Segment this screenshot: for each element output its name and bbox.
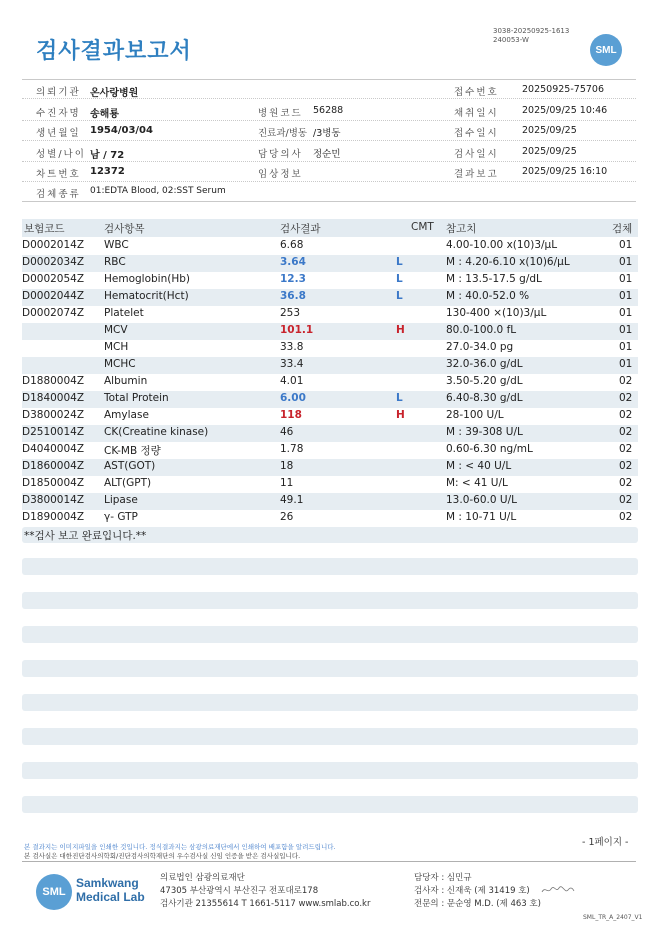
specimen-value: 01:EDTA Blood, 02:SST Serum: [90, 186, 226, 196]
table-row: [22, 459, 638, 476]
image-print-notice: 본 결과지는 이미지파일을 인쇄한 것입니다. 정식결과지는 삼광의료재단에서 인쇄하여 배포함을 알려드립니다.: [24, 843, 336, 851]
samkwang-logo-icon: SML: [36, 874, 72, 910]
cell-code: D0002074Z: [22, 307, 85, 319]
cell-ref: 130-400 ×(10)3/μL: [446, 307, 547, 319]
chart-no-value: 12372: [90, 166, 125, 177]
cell-code: D1860004Z: [22, 460, 85, 472]
cell-specimen: 02: [619, 426, 633, 438]
cell-specimen: 01: [619, 239, 633, 251]
cell-result: 49.1: [280, 494, 304, 506]
cell-result: 1.78: [280, 443, 304, 455]
cell-code: D0002054Z: [22, 273, 85, 285]
cell-specimen: 01: [619, 358, 633, 370]
table-row: [22, 357, 638, 374]
cell-item: Hemoglobin(Hb): [104, 273, 191, 285]
hospital-label: 의뢰기관: [36, 87, 81, 98]
cell-ref: 6.40-8.30 g/dL: [446, 392, 523, 404]
cell-item: CK-MB 정량: [104, 445, 161, 457]
organization-info: [160, 872, 370, 911]
cell-specimen: 01: [619, 307, 633, 319]
table-row: [22, 442, 638, 459]
col-item-header: 검사항목: [104, 223, 145, 235]
receipt-date-label: 접수일시: [454, 128, 499, 139]
col-specimen-header: 검체: [612, 223, 633, 235]
table-row: [22, 306, 638, 323]
test-date-value: 2025/09/25: [522, 146, 577, 157]
cell-flag: L: [396, 392, 403, 404]
certification-notice: 본 검사실은 대한진단검사의학회/진단검사의학재단의 우수검사실 신임 인증을 받은 검사실입니다.: [24, 852, 301, 860]
info-row-dob: [22, 121, 636, 141]
cell-specimen: 02: [619, 409, 633, 421]
samkwang-logo-text: [76, 876, 145, 904]
cell-code: D0002014Z: [22, 239, 85, 251]
cell-ref: 80.0-100.0 fL: [446, 324, 517, 336]
cell-result: 18: [280, 460, 294, 472]
cell-ref: M : 13.5-17.5 g/dL: [446, 273, 542, 285]
table-row: [22, 272, 638, 289]
cell-specimen: 02: [619, 460, 633, 472]
cell-item: Albumin: [104, 375, 148, 387]
empty-row-band: [22, 660, 638, 677]
cell-ref: 27.0-34.0 pg: [446, 341, 514, 353]
cell-result: 46: [280, 426, 294, 438]
cell-result: 6.00: [280, 392, 306, 404]
document-number-line1: 3038-20250925-1613: [493, 27, 570, 35]
cell-flag: H: [396, 409, 405, 421]
cell-ref: M : 40.0-52.0 %: [446, 290, 530, 302]
cell-specimen: 02: [619, 494, 633, 506]
patient-name-value: 송해룡: [90, 109, 119, 120]
empty-row-band: [22, 558, 638, 575]
cell-specimen: 01: [619, 324, 633, 336]
cell-result: 101.1: [280, 324, 314, 336]
cell-ref: M: < 41 U/L: [446, 477, 508, 489]
cell-result: 26: [280, 511, 294, 523]
chart-no-label: 차트번호: [36, 169, 81, 180]
table-row: [22, 425, 638, 442]
empty-row-band: [22, 762, 638, 779]
cell-specimen: 02: [619, 443, 633, 455]
cell-item: CK(Creatine kinase): [104, 426, 209, 438]
empty-row-band: [22, 592, 638, 609]
logo-name-line1: Samkwang: [76, 876, 139, 890]
cell-ref: 3.50-5.20 g/dL: [446, 375, 523, 387]
collect-label: 채취일시: [454, 108, 499, 119]
document-number-line2: 240053-W: [493, 36, 529, 44]
table-row: [22, 391, 638, 408]
cell-specimen: 01: [619, 273, 633, 285]
cell-ref: 28-100 U/L: [446, 409, 504, 421]
empty-row-band: [22, 728, 638, 745]
results-table-header: [22, 219, 638, 237]
cell-result: 118: [280, 409, 302, 421]
cell-specimen: 02: [619, 511, 633, 523]
cell-item: MCH: [104, 341, 129, 353]
dob-label: 생년월일: [36, 128, 81, 139]
signature-icon: [540, 884, 576, 896]
cell-ref: M : 4.20-6.10 x(10)6/μL: [446, 256, 570, 268]
cell-code: D1890004Z: [22, 511, 85, 523]
cell-item: WBC: [104, 239, 129, 251]
cell-code: D1880004Z: [22, 375, 85, 387]
table-row: [22, 289, 638, 306]
collect-value: 2025/09/25 10:46: [522, 105, 608, 116]
doctor-value: 정순민: [313, 149, 341, 160]
cell-flag: L: [396, 256, 403, 268]
info-row-patient: [22, 101, 636, 121]
cell-ref: 4.00-10.00 x(10)3/μL: [446, 239, 558, 251]
logo-name-line2: Medical Lab: [76, 890, 145, 904]
specimen-label: 검체종류: [36, 189, 81, 200]
cell-ref: 0.60-6.30 ng/mL: [446, 443, 533, 455]
cell-result: 4.01: [280, 375, 304, 387]
cell-flag: L: [396, 290, 403, 302]
info-row-hospital: [22, 79, 636, 99]
dept-label: 진료과/병동: [258, 128, 308, 139]
cell-code: D1850004Z: [22, 477, 85, 489]
cell-item: Lipase: [104, 494, 138, 506]
table-row: [22, 476, 638, 493]
cell-flag: L: [396, 273, 403, 285]
receipt-date-value: 2025/09/25: [522, 125, 577, 136]
cell-code: D0002034Z: [22, 256, 85, 268]
cell-code: D3800024Z: [22, 409, 85, 421]
receipt-no-value: 20250925-75706: [522, 84, 605, 95]
cell-ref: M : 10-71 U/L: [446, 511, 517, 523]
table-row: [22, 510, 638, 527]
report-complete-band: [22, 527, 638, 543]
cell-code: D1840004Z: [22, 392, 85, 404]
table-row: [22, 374, 638, 391]
sex-age-value: 남 / 72: [90, 150, 125, 161]
cell-ref: M : 39-308 U/L: [446, 426, 523, 438]
col-code-header: 보험코드: [24, 223, 65, 235]
cell-item: Hematocrit(Hct): [104, 290, 189, 302]
cell-item: AST(GOT): [104, 460, 156, 472]
cell-specimen: 02: [619, 477, 633, 489]
info-row-sex: [22, 142, 636, 162]
sex-age-label: 성별/나이: [36, 149, 86, 160]
cell-ref: 13.0-60.0 U/L: [446, 494, 517, 506]
cell-flag: H: [396, 324, 405, 336]
cell-item: MCV: [104, 324, 128, 336]
table-row: [22, 323, 638, 340]
empty-row-band: [22, 796, 638, 813]
hospital-code-value: 56288: [313, 105, 344, 116]
info-row-specimen: [22, 182, 636, 202]
dept-value: /3병동: [313, 128, 341, 139]
cell-item: Total Protein: [104, 392, 169, 404]
empty-row-band: [22, 694, 638, 711]
staff-tester: 검사자 : 신재욱 (제 31419 호): [414, 886, 530, 896]
cell-result: 6.68: [280, 239, 304, 251]
cell-item: ALT(GPT): [104, 477, 152, 489]
report-time-label: 결과보고: [454, 169, 499, 180]
page-indicator: - 1페이지 -: [582, 837, 629, 848]
table-row: [22, 238, 638, 255]
cell-result: 33.4: [280, 358, 304, 370]
table-row: [22, 493, 638, 510]
org-name: 의료법인 삼광의료재단: [160, 873, 245, 883]
cell-ref: 32.0-36.0 g/dL: [446, 358, 523, 370]
cell-code: D3800014Z: [22, 494, 85, 506]
report-title: 검사결과보고서: [36, 39, 192, 64]
cell-ref: M : < 40 U/L: [446, 460, 512, 472]
cell-result: 11: [280, 477, 294, 489]
cell-item: MCHC: [104, 358, 136, 370]
sml-logo-icon: SML: [590, 34, 622, 66]
staff-info: [414, 872, 541, 911]
table-row: [22, 340, 638, 357]
cell-result: 253: [280, 307, 301, 319]
cell-item: Amylase: [104, 409, 149, 421]
report-complete-text: **검사 보고 완료입니다.**: [24, 530, 147, 542]
cell-specimen: 02: [619, 375, 633, 387]
cell-result: 12.3: [280, 273, 306, 285]
cell-specimen: 01: [619, 290, 633, 302]
hospital-value: 온사랑병원: [90, 88, 139, 99]
staff-specialist: 전문의 : 문순영 M.D. (제 463 호): [414, 899, 541, 909]
info-row-chart: [22, 162, 636, 182]
cell-item: RBC: [104, 256, 126, 268]
table-row: [22, 408, 638, 425]
clinical-info-label: 임상정보: [258, 169, 303, 180]
cell-specimen: 02: [619, 392, 633, 404]
table-row: [22, 255, 638, 272]
col-cmt-header: CMT: [411, 221, 434, 233]
document-number: [493, 27, 569, 45]
cell-result: 33.8: [280, 341, 304, 353]
cell-code: D2510014Z: [22, 426, 85, 438]
report-time-value: 2025/09/25 16:10: [522, 166, 608, 177]
receipt-no-label: 접수번호: [454, 87, 499, 98]
cell-code: D0002044Z: [22, 290, 85, 302]
cell-code: D4040004Z: [22, 443, 85, 455]
form-code: SML_TR_A_2407_V1: [583, 914, 643, 921]
col-result-header: 검사결과: [280, 223, 321, 235]
org-address: 47305 부산광역시 부산진구 전포대로178: [160, 886, 319, 896]
doctor-label: 담당의사: [258, 149, 303, 160]
patient-name-label: 수진자명: [36, 108, 81, 119]
staff-in-charge: 담당자 : 심민규: [414, 873, 472, 883]
cell-specimen: 01: [619, 341, 633, 353]
empty-row-band: [22, 626, 638, 643]
org-contact: 검사기관 21355614 T 1661-5117 www.smlab.co.kr: [160, 899, 371, 909]
hospital-code-label: 병원코드: [258, 108, 303, 119]
test-date-label: 검사일시: [454, 149, 499, 160]
cell-result: 3.64: [280, 256, 306, 268]
cell-result: 36.8: [280, 290, 306, 302]
col-ref-header: 참고치: [446, 223, 477, 235]
cell-item: Platelet: [104, 307, 144, 319]
cell-item: γ- GTP: [104, 511, 138, 523]
dob-value: 1954/03/04: [90, 125, 153, 136]
cell-specimen: 01: [619, 256, 633, 268]
footer-divider: [22, 861, 636, 862]
